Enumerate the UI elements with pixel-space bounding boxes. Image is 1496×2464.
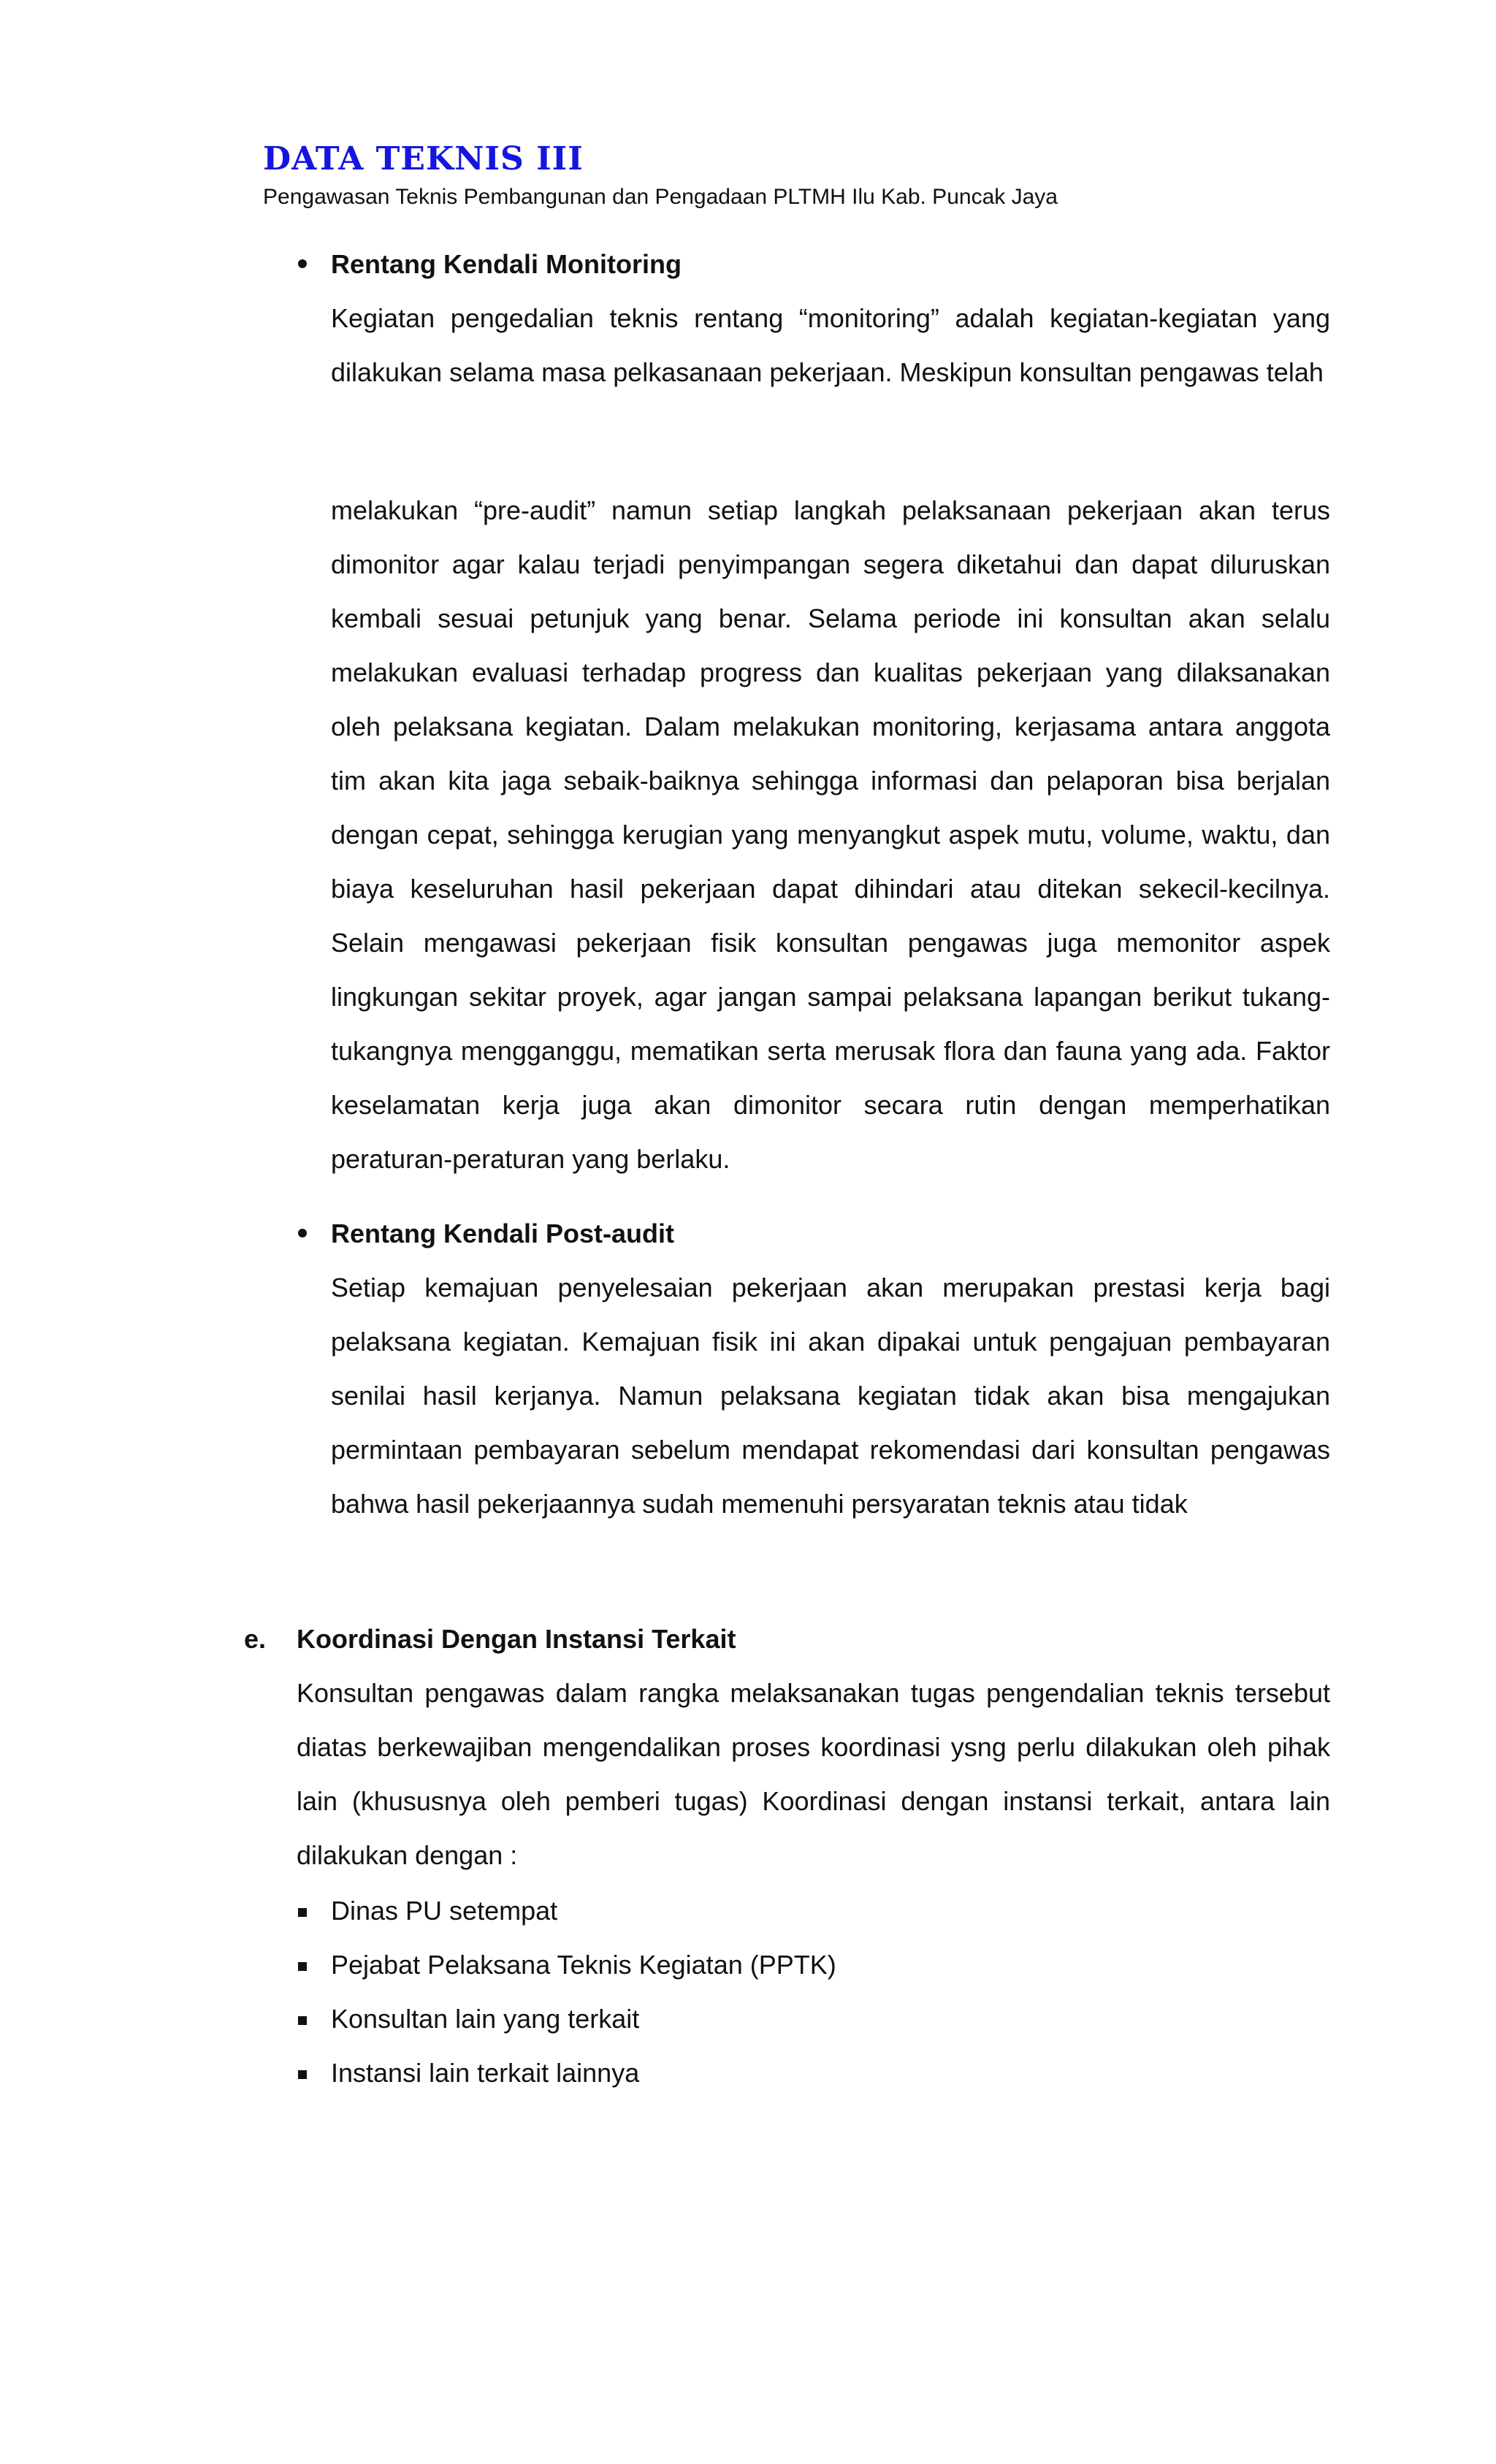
list-item-text: Instansi lain terkait lainnya (331, 2058, 640, 2088)
postaudit-paragraph: Setiap kemajuan penyelesaian pekerjaan akan merupakan prestasi kerja bagi pelaksana kegiatan. Kemajuan fisik ini akan dipakai untuk pengajuan pembayaran senilai hasil kerjanya. Namun pelaksana kegiatan tidak akan bisa mengajukan permintaan pembayaran sebelum mendapat rekomendasi dari konsultan pengawas bahwa hasil pekerjaannya sudah memenuhi persyaratan teknis atau tidak (331, 1273, 1330, 1519)
list-item-text: Konsultan lain yang terkait (331, 2004, 640, 2034)
coordination-paragraph: Konsultan pengawas dalam rangka melaksanakan tugas pengendalian teknis tersebut diatas berkewajiban mengendalikan proses koordinasi ysng perlu dilakukan oleh pihak lain (khususnya oleh pemberi tugas) Koordinasi dengan instansi terkait, antara lain dilakukan dengan : (297, 1678, 1330, 1870)
document-subtitle: Pengawasan Teknis Pembangunan dan Pengadaan PLTMH Ilu Kab. Puncak Jaya (263, 185, 1058, 209)
monitoring-heading: Rentang Kendali Monitoring (331, 249, 682, 279)
postaudit-heading: Rentang Kendali Post-audit (331, 1218, 675, 1248)
section-letter: e. (244, 1624, 267, 1654)
document-title: DATA TEKNIS III (263, 140, 584, 178)
square-bullet-icon (298, 1962, 307, 1971)
list-item-text: Pejabat Pelaksana Teknis Kegiatan (PPTK) (331, 1950, 836, 1980)
monitoring-paragraph-2: melakukan “pre-audit” namun setiap langkah pelaksanaan pekerjaan akan terus dimonitor agar kalau terjadi penyimpangan segera diketahui dan dapat diluruskan kembali sesuai petunjuk yang benar. Selama periode ini konsultan akan selalu melakukan evaluasi terhadap progress dan kualitas pekerjaan yang dilaksanakan oleh pelaksana kegiatan. Dalam melakukan monitoring, kerjasama antara anggota tim akan kita jaga sebaik-baiknya sehingga informasi dan pelaporan bisa berjalan dengan cepat, sehingga kerugian yang menyangkut aspek mutu, volume, waktu, dan biaya keseluruhan hasil pekerjaan dapat dihindari atau ditekan sekecil-kecilnya. Selain mengawasi pekerjaan fisik konsultan pengawas juga memonitor aspek lingkungan sekitar proyek, agar jangan sampai pelaksana lapangan berikut tukang-tukangnya mengganggu, mematikan serta merusak flora dan fauna yang ada. Faktor keselamatan kerja juga akan dimonitor secara rutin dengan memperhatikan peraturan-peraturan yang berlaku. (331, 495, 1330, 1174)
square-bullet-icon (298, 2016, 307, 2025)
monitoring-paragraph-1: Kegiatan pengedalian teknis rentang “monitoring” adalah kegiatan-kegiatan yang dilakukan selama masa pelkasanaan pekerjaan. Meskipun konsultan pengawas telah (331, 303, 1330, 387)
list-item-text: Dinas PU setempat (331, 1896, 558, 1926)
square-bullet-icon (298, 2070, 307, 2079)
bullet-icon (298, 259, 307, 268)
coordination-heading: Koordinasi Dengan Instansi Terkait (297, 1624, 736, 1654)
bullet-icon (298, 1229, 307, 1237)
square-bullet-icon (298, 1908, 307, 1917)
